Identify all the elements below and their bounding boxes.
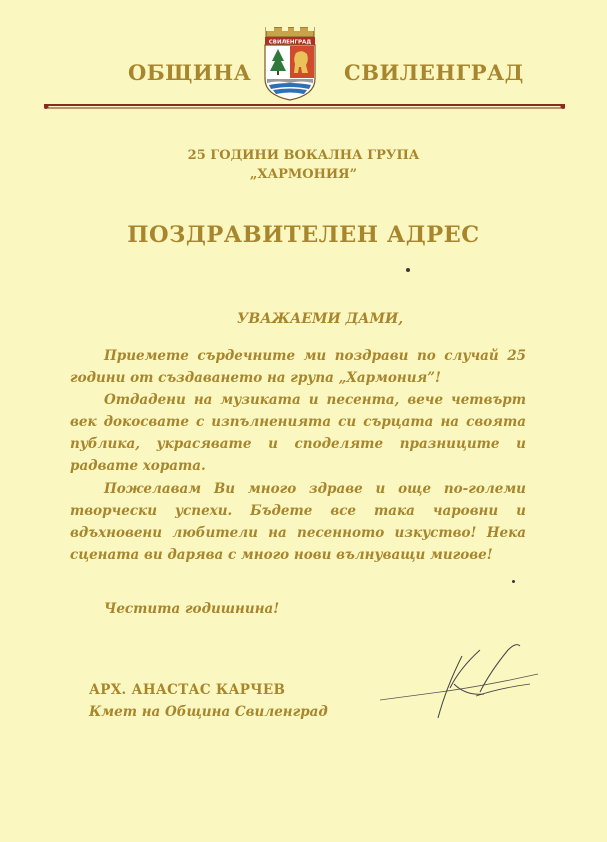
handwritten-signature — [380, 638, 540, 728]
greeting: УВАЖАЕМИ ДАМИ, — [237, 311, 404, 327]
speck-mark — [512, 580, 515, 583]
subtitle-line-1: 25 ГОДИНИ ВОКАЛНА ГРУПА — [187, 148, 420, 163]
paragraph-1: Приемете сърдечните ми поздрави по случай 25 години от създаването на група „Хармония”! — [70, 348, 526, 387]
signatory-name: АРХ. АНАСТАС КАРЧЕВ — [89, 682, 286, 698]
closing-line: Честита годишнина! — [104, 601, 280, 617]
speck-mark — [406, 268, 410, 272]
coat-of-arms-logo — [262, 27, 318, 101]
subtitle-line-2: „ХАРМОНИЯ” — [249, 167, 358, 182]
header-divider — [44, 103, 565, 111]
document-title: ПОЗДРАВИТЕЛЕН АДРЕС — [127, 222, 480, 248]
header-town-word: СВИЛЕНГРАД — [344, 60, 524, 85]
letter-body — [70, 345, 526, 566]
svg-text:СВИЛЕНГРАД: СВИЛЕНГРАД — [268, 39, 312, 46]
header-municipality-word: ОБЩИНА — [128, 60, 252, 85]
paragraph-2: Отдадени на музиката и песента, вече четвърт век докосвате с изпълненията си сърцата на своята публика, украсявате и споделяте празниците и радвате хората. — [70, 392, 526, 475]
paragraph-3: Пожелавам Ви много здраве и още по-големи творчески успехи. Бъдете все така чаровни и вдъхновени любители на песенното изкуство! Нека сцената ви дарява с много нови вълнуващи мигове! — [70, 480, 526, 563]
signatory-role: Кмет на Община Свиленград — [89, 704, 328, 720]
